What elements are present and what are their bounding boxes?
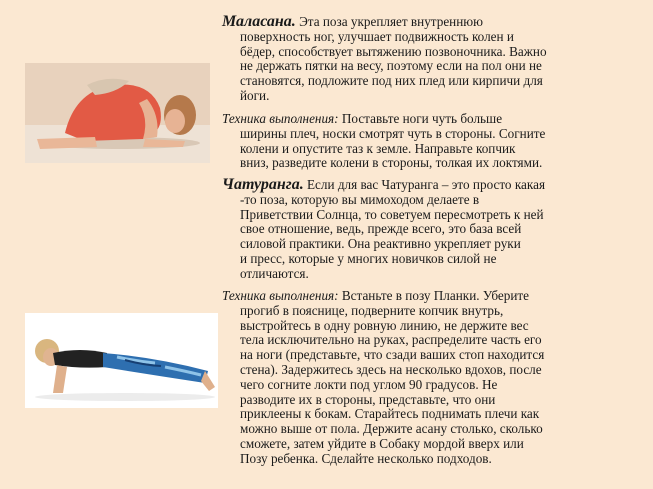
chaturanga-section (222, 178, 637, 282)
chaturanga-text: и пресс, которые у многих новичков силой не (240, 250, 497, 266)
chaturanga-text: -то поза, которую вы мимоходом делаете в (240, 191, 480, 207)
malasana-section (222, 15, 637, 104)
malasana-text: йоги. (240, 87, 270, 103)
chaturanga-text: Если для вас Чатуранга – это просто какая (307, 177, 546, 192)
technique-text: Позу ребенка. Сделайте несколько подходов. (240, 450, 492, 466)
technique-text: вниз, разведите колени в стороны, толкая их локтями. (240, 155, 543, 171)
technique-text: приклеены к бокам. Старайтесь поднимать плечи как (240, 406, 540, 422)
malasana-technique (222, 112, 637, 171)
technique-text: сможете, затем уйдите в Собаку мордой вверх или (240, 435, 524, 451)
technique-text: колени и опустите таз к земле. Направьте копчик (240, 140, 516, 156)
malasana-text: бёдер, способствует вытяжению позвоночника. Важно (240, 43, 547, 59)
malasana-photo (25, 63, 210, 163)
technique-text: на ноги (представьте, что сзади ваших стоп находится (240, 347, 545, 363)
malasana-title: Маласана. (222, 13, 296, 30)
chaturanga-technique (222, 289, 637, 467)
technique-text: Поставьте ноги чуть больше (341, 111, 503, 126)
technique-text: разводите их в стороны, представьте, что они (240, 391, 496, 407)
chaturanga-text: Приветствии Солнца, то советуем пересмотреть к ней (240, 206, 544, 222)
malasana-text: становятся, подложите под них плед или кирпичи для (240, 73, 543, 89)
technique-text: ширины плеч, носки смотрят чуть в стороны. Согните (240, 125, 546, 141)
chaturanga-photo (25, 313, 218, 408)
chaturanga-title: Чатуранга. (222, 176, 304, 193)
malasana-text: Эта поза укрепляет внутреннюю (299, 14, 484, 29)
malasana-text: не держать пятки на весу, поэтому если на пол они не (240, 58, 542, 74)
chaturanga-text: отличаются. (240, 265, 309, 281)
technique-text: чего согните локти под углом 90 градусов. Не (240, 376, 498, 392)
technique-text: прогиб в пояснице, подверните копчик внутрь, (240, 302, 504, 318)
technique-text: Встаньте в позу Планки. Уберите (341, 288, 530, 303)
technique-label: Техника выполнения: (222, 288, 339, 303)
malasana-text: поверхность ног, улучшает подвижность колен и (240, 28, 514, 44)
technique-text: выстройтесь в одну ровную линию, не держите вес (240, 317, 529, 333)
chaturanga-text: свое отношение, ведь, прежде всего, это база всей (240, 221, 522, 237)
technique-label: Техника выполнения: (222, 111, 339, 126)
technique-text: стена). Задержитесь здесь на несколько вдохов, после (240, 361, 542, 377)
chaturanga-text: силовой практики. Она реактивно укрепляет руки (240, 236, 521, 252)
technique-text: тела исключительно на руках, распределите часть его (240, 332, 542, 348)
technique-text: можно выше от пола. Держите асану столько, сколько (240, 421, 543, 437)
